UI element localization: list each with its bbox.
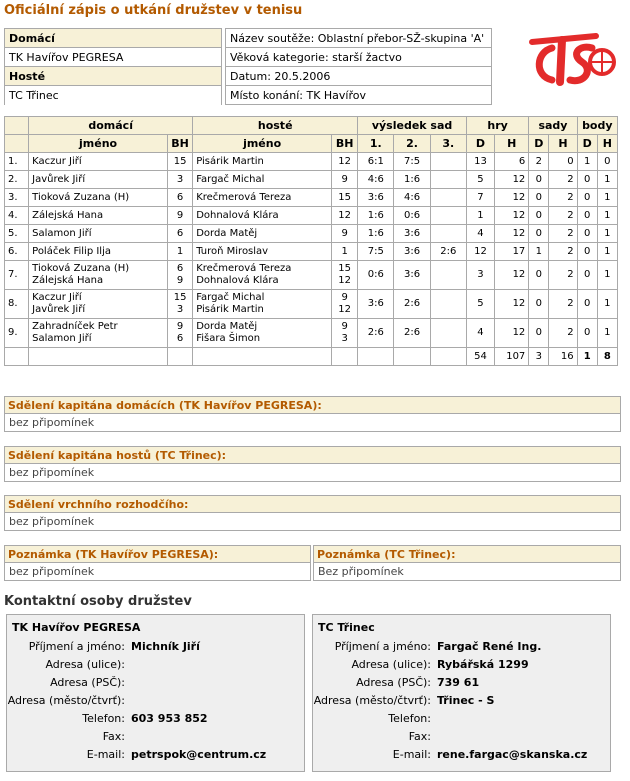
name-label: Příjmení a jméno: [334,640,431,653]
guest-remark-text: Bez připomínek [313,563,621,581]
guest-player-name: Turoň Miroslav [196,246,269,257]
home-player-name: Zahradníček Petr [32,321,118,332]
games-h: 12 [495,319,529,348]
set3-score: 2:6 [430,243,466,261]
row-number: 5. [5,225,29,243]
guest-bh-value: 9 [341,321,348,332]
home-player-name: Zálejská Hana [32,275,104,286]
result-header: výsledek sad [358,117,467,135]
zip-label: Adresa (PSČ): [50,676,125,689]
set1-score: 1:6 [358,225,394,243]
home-bh-value: 9 [176,275,184,286]
table-row [5,153,618,171]
home-contact-phone: 603 953 852 [131,712,208,725]
guest-player [193,243,332,261]
home-contact-box [6,614,305,772]
referee-note-text: bez připomínek [4,513,621,531]
sets-h: 2 [549,319,577,348]
home-bh-value: 1 [176,246,184,257]
guests-header: hosté [193,117,358,135]
games-h: 12 [495,261,529,290]
points-h: 1 [597,319,617,348]
home-bh [168,290,193,319]
set2-score: 2:6 [394,319,430,348]
guest-player-name: Krečmerová Tereza [196,192,292,203]
home-player [29,243,168,261]
guest-contact-city: Třinec - S [437,694,495,707]
home-bh [168,153,193,171]
sets-h: 2 [549,225,577,243]
home-player-name: Tioková Zuzana (H) [32,263,130,274]
set2-score: 3:6 [394,243,430,261]
guest-remark-title: Poznámka (TC Třinec): [313,545,621,563]
table-row [5,189,618,207]
home-bh-value: 6 [176,263,184,274]
home-player [29,319,168,348]
set2-score: 3:6 [394,225,430,243]
match-results-table [4,116,618,366]
sets-h: 2 [549,290,577,319]
guest-contact-name: Fargač René Ing. [437,640,542,653]
sets-d: 2 [529,153,549,171]
guest-player-name: Krečmerová Tereza [196,263,292,274]
set1-score: 7:5 [358,243,394,261]
table-row [5,261,618,290]
guest-bh-value: 9 [341,228,348,239]
home-remark-title: Poznámka (TK Havířov PEGRESA): [4,545,311,563]
fax-label: Fax: [102,730,125,743]
sets-d: 0 [529,225,549,243]
games-d-header: D [466,135,494,153]
set3-header: 3. [430,135,466,153]
sets-h-header: H [549,135,577,153]
set1-score: 0:6 [358,261,394,290]
home-player-name: Salamon Jiří [32,333,92,344]
guest-remark [313,545,621,581]
guest-player-name: Pisárik Martin [196,304,264,315]
street-label: Adresa (ulice): [351,658,431,671]
guest-player-name: Fišara Šimon [196,333,261,344]
guest-player-name: Fargač Michal [196,292,265,303]
table-row [5,225,618,243]
set1-score: 3:6 [358,189,394,207]
table-row [5,290,618,319]
guest-contact-box [312,614,611,772]
home-player [29,207,168,225]
home-player-name: Kaczur Jiří [32,156,82,167]
games-h: 12 [495,225,529,243]
guest-player-name: Fargač Michal [196,174,265,185]
guest-bh [332,171,358,189]
points-d: 0 [577,261,597,290]
guest-player [193,261,332,290]
sets-h: 2 [549,261,577,290]
home-bh-value: 6 [176,333,184,344]
guest-contact-team: TC Třinec [318,621,375,634]
set3-score [430,290,466,319]
guest-contact-street: Rybářská 1299 [437,658,529,671]
games-h: 12 [495,207,529,225]
home-bh [168,261,193,290]
home-bh [168,225,193,243]
match-rows [5,153,618,348]
games-h: 12 [495,171,529,189]
guest-captain-note-text: bez připomínek [4,464,621,482]
sets-h: 2 [549,189,577,207]
home-player-name: Salamon Jiří [32,228,92,239]
city-label: Adresa (město/čtvrť): [7,694,125,707]
set2-header: 2. [394,135,430,153]
set2-score: 3:6 [394,261,430,290]
home-player [29,290,168,319]
games-h: 12 [495,189,529,207]
club-logo [526,22,618,94]
home-team-name: TK Havířov PEGRESA [5,48,221,67]
set3-score [430,319,466,348]
table-row [5,171,618,189]
set2-score: 7:5 [394,153,430,171]
points-h-header: H [597,135,617,153]
home-label: Domácí [5,29,221,48]
points-h: 1 [597,171,617,189]
games-d: 5 [466,171,494,189]
row-number: 4. [5,207,29,225]
sets-d: 0 [529,171,549,189]
points-d: 0 [577,225,597,243]
guest-bh [332,243,358,261]
home-player-name: Kaczur Jiří [32,292,82,303]
guest-player-name: Pisárik Martin [196,156,264,167]
home-captain-note [4,396,621,432]
points-h: 1 [597,189,617,207]
guest-team-name: TC Třinec [5,86,221,105]
guest-bh-value: 1 [341,246,348,257]
points-d: 0 [577,189,597,207]
guest-bh-value: 3 [341,333,348,344]
row-number: 8. [5,290,29,319]
games-d: 4 [466,319,494,348]
sets-d: 0 [529,319,549,348]
home-bh-value: 15 [173,156,187,167]
points-h: 1 [597,243,617,261]
home-bh-value: 6 [176,228,184,239]
guest-player-name: Dorda Matěj [196,228,258,239]
guest-label: Hosté [5,67,221,86]
home-player [29,189,168,207]
home-bh-value: 3 [176,174,184,185]
home-bh-value: 9 [176,321,184,332]
guest-bh-value: 15 [338,263,351,274]
match-venue: Místo konání: TK Havířov [230,89,366,102]
home-bh-value: 9 [176,210,184,221]
points-d: 1 [577,153,597,171]
set1-header: 1. [358,135,394,153]
set3-score [430,171,466,189]
set3-score [430,261,466,290]
home-player [29,153,168,171]
points-h: 1 [597,207,617,225]
set3-score [430,153,466,171]
set1-score: 2:6 [358,319,394,348]
home-contact-name: Michník Jiří [131,640,200,653]
street-label: Adresa (ulice): [45,658,125,671]
fax-label: Fax: [408,730,431,743]
guest-player [193,225,332,243]
home-bh-value: 6 [176,192,184,203]
sets-d: 1 [529,243,549,261]
home-bh-value: 3 [176,304,184,315]
guest-captain-note-title: Sdělení kapitána hostů (TC Třinec): [4,446,621,464]
guest-bh-value: 12 [338,304,351,315]
guest-player [193,189,332,207]
guest-contact-zip: 739 61 [437,676,480,689]
games-h-header: H [495,135,529,153]
name-label: Příjmení a jméno: [28,640,125,653]
phone-label: Telefon: [82,712,125,725]
home-player-name: Javůrek Jiří [32,174,86,185]
total-points-d: 1 [577,348,597,366]
home-player-name: Zálejská Hana [32,210,104,221]
guest-player-name: Dohnalová Klára [196,275,279,286]
guest-bh-value: 12 [338,210,351,221]
home-bh [168,319,193,348]
totals-row [5,348,618,366]
row-number: 7. [5,261,29,290]
match-date: Datum: 20.5.2006 [226,67,491,86]
games-d: 4 [466,225,494,243]
home-contact-email: petrspok@centrum.cz [131,748,267,761]
email-label: E-mail: [86,748,125,761]
guest-player [193,207,332,225]
table-row [5,207,618,225]
home-contact-team: TK Havířov PEGRESA [12,621,141,634]
set1-score: 1:6 [358,207,394,225]
set1-score: 4:6 [358,171,394,189]
games-d: 7 [466,189,494,207]
home-player [29,261,168,290]
total-sets-h: 16 [549,348,577,366]
home-player [29,225,168,243]
home-player [29,171,168,189]
points-h: 1 [597,225,617,243]
sets-h: 2 [549,171,577,189]
table-row [5,319,618,348]
guest-player [193,171,332,189]
table-subheader-row [5,135,618,153]
sets-d: 0 [529,261,549,290]
games-d: 5 [466,290,494,319]
row-number: 2. [5,171,29,189]
home-player-name: Javůrek Jiří [32,304,86,315]
city-label: Adresa (město/čtvrť): [313,694,431,707]
guest-player [193,319,332,348]
home-bh-value: 15 [173,292,187,303]
row-number: 9. [5,319,29,348]
guest-contact-email: rene.fargac@skanska.cz [437,748,588,761]
guest-bh-value: 9 [341,174,348,185]
guest-bh [332,290,358,319]
set2-score: 1:6 [394,171,430,189]
email-label: E-mail: [392,748,431,761]
home-remark-text: bez připomínek [4,563,311,581]
guest-bh [332,207,358,225]
guest-bh [332,261,358,290]
row-number: 1. [5,153,29,171]
sets-d: 0 [529,207,549,225]
home-captain-note-title: Sdělení kapitána domácích (TK Havířov PEGRESA): [4,396,621,414]
contacts-title: Kontaktní osoby družstev [4,594,192,609]
home-player-name: Tioková Zuzana (H) [32,192,130,203]
home-player-name: Poláček Filip Ilja [32,246,111,257]
match-info-box [225,28,492,105]
points-header: body [577,117,617,135]
set2-score: 2:6 [394,290,430,319]
guest-bh-value: 9 [341,292,348,303]
set3-score [430,189,466,207]
guest-bh [332,153,358,171]
guest-bh [332,319,358,348]
guest-bh-header: BH [332,135,358,153]
set1-score: 6:1 [358,153,394,171]
sets-header: sady [529,117,577,135]
home-bh [168,243,193,261]
home-bh-header: BH [168,135,193,153]
age-category: Věková kategorie: starší žactvo [226,48,491,67]
points-d: 0 [577,319,597,348]
guest-player-name: Dohnalová Klára [196,210,279,221]
points-h: 0 [597,153,617,171]
home-header: domácí [29,117,193,135]
home-captain-note-text: bez připomínek [4,414,621,432]
games-d: 3 [466,261,494,290]
home-name-header: jméno [29,135,168,153]
set2-score: 0:6 [394,207,430,225]
games-d: 1 [466,207,494,225]
guest-bh-value: 15 [338,192,351,203]
sets-d: 0 [529,189,549,207]
games-d: 12 [466,243,494,261]
games-h: 6 [495,153,529,171]
row-number: 6. [5,243,29,261]
sets-h: 2 [549,243,577,261]
guest-captain-note [4,446,621,482]
games-header: hry [466,117,528,135]
total-games-d: 54 [466,348,494,366]
set3-score [430,207,466,225]
teams-box [4,28,222,105]
points-h: 1 [597,290,617,319]
set3-score [430,225,466,243]
points-h: 1 [597,261,617,290]
home-bh [168,189,193,207]
home-bh [168,171,193,189]
guest-bh-value: 12 [338,275,351,286]
guest-player [193,153,332,171]
games-h: 17 [495,243,529,261]
sets-h: 0 [549,153,577,171]
guest-bh [332,189,358,207]
total-points-h: 8 [597,348,617,366]
points-d: 0 [577,243,597,261]
guest-player [193,290,332,319]
total-games-h: 107 [495,348,529,366]
zip-label: Adresa (PSČ): [356,676,431,689]
page-title: Oficiální zápis o utkání družstev v tenisu [4,3,303,18]
points-d: 0 [577,290,597,319]
points-d-header: D [577,135,597,153]
table-header-row [5,117,618,135]
games-d: 13 [466,153,494,171]
referee-note [4,495,621,531]
home-remark [4,545,311,581]
table-row [5,243,618,261]
sets-d-header: D [529,135,549,153]
phone-label: Telefon: [388,712,431,725]
guest-name-header: jméno [193,135,332,153]
row-number: 3. [5,189,29,207]
referee-note-title: Sdělení vrchního rozhodčího: [4,495,621,513]
sets-h: 2 [549,207,577,225]
competition-name: Název soutěže: Oblastní přebor-SŽ-skupina 'A' [226,29,491,48]
set1-score: 3:6 [358,290,394,319]
games-h: 12 [495,290,529,319]
total-sets-d: 3 [529,348,549,366]
set2-score: 4:6 [394,189,430,207]
points-d: 0 [577,171,597,189]
guest-player-name: Dorda Matěj [196,321,258,332]
points-d: 0 [577,207,597,225]
home-bh [168,207,193,225]
guest-bh-value: 12 [338,156,351,167]
sets-d: 0 [529,290,549,319]
guest-bh [332,225,358,243]
